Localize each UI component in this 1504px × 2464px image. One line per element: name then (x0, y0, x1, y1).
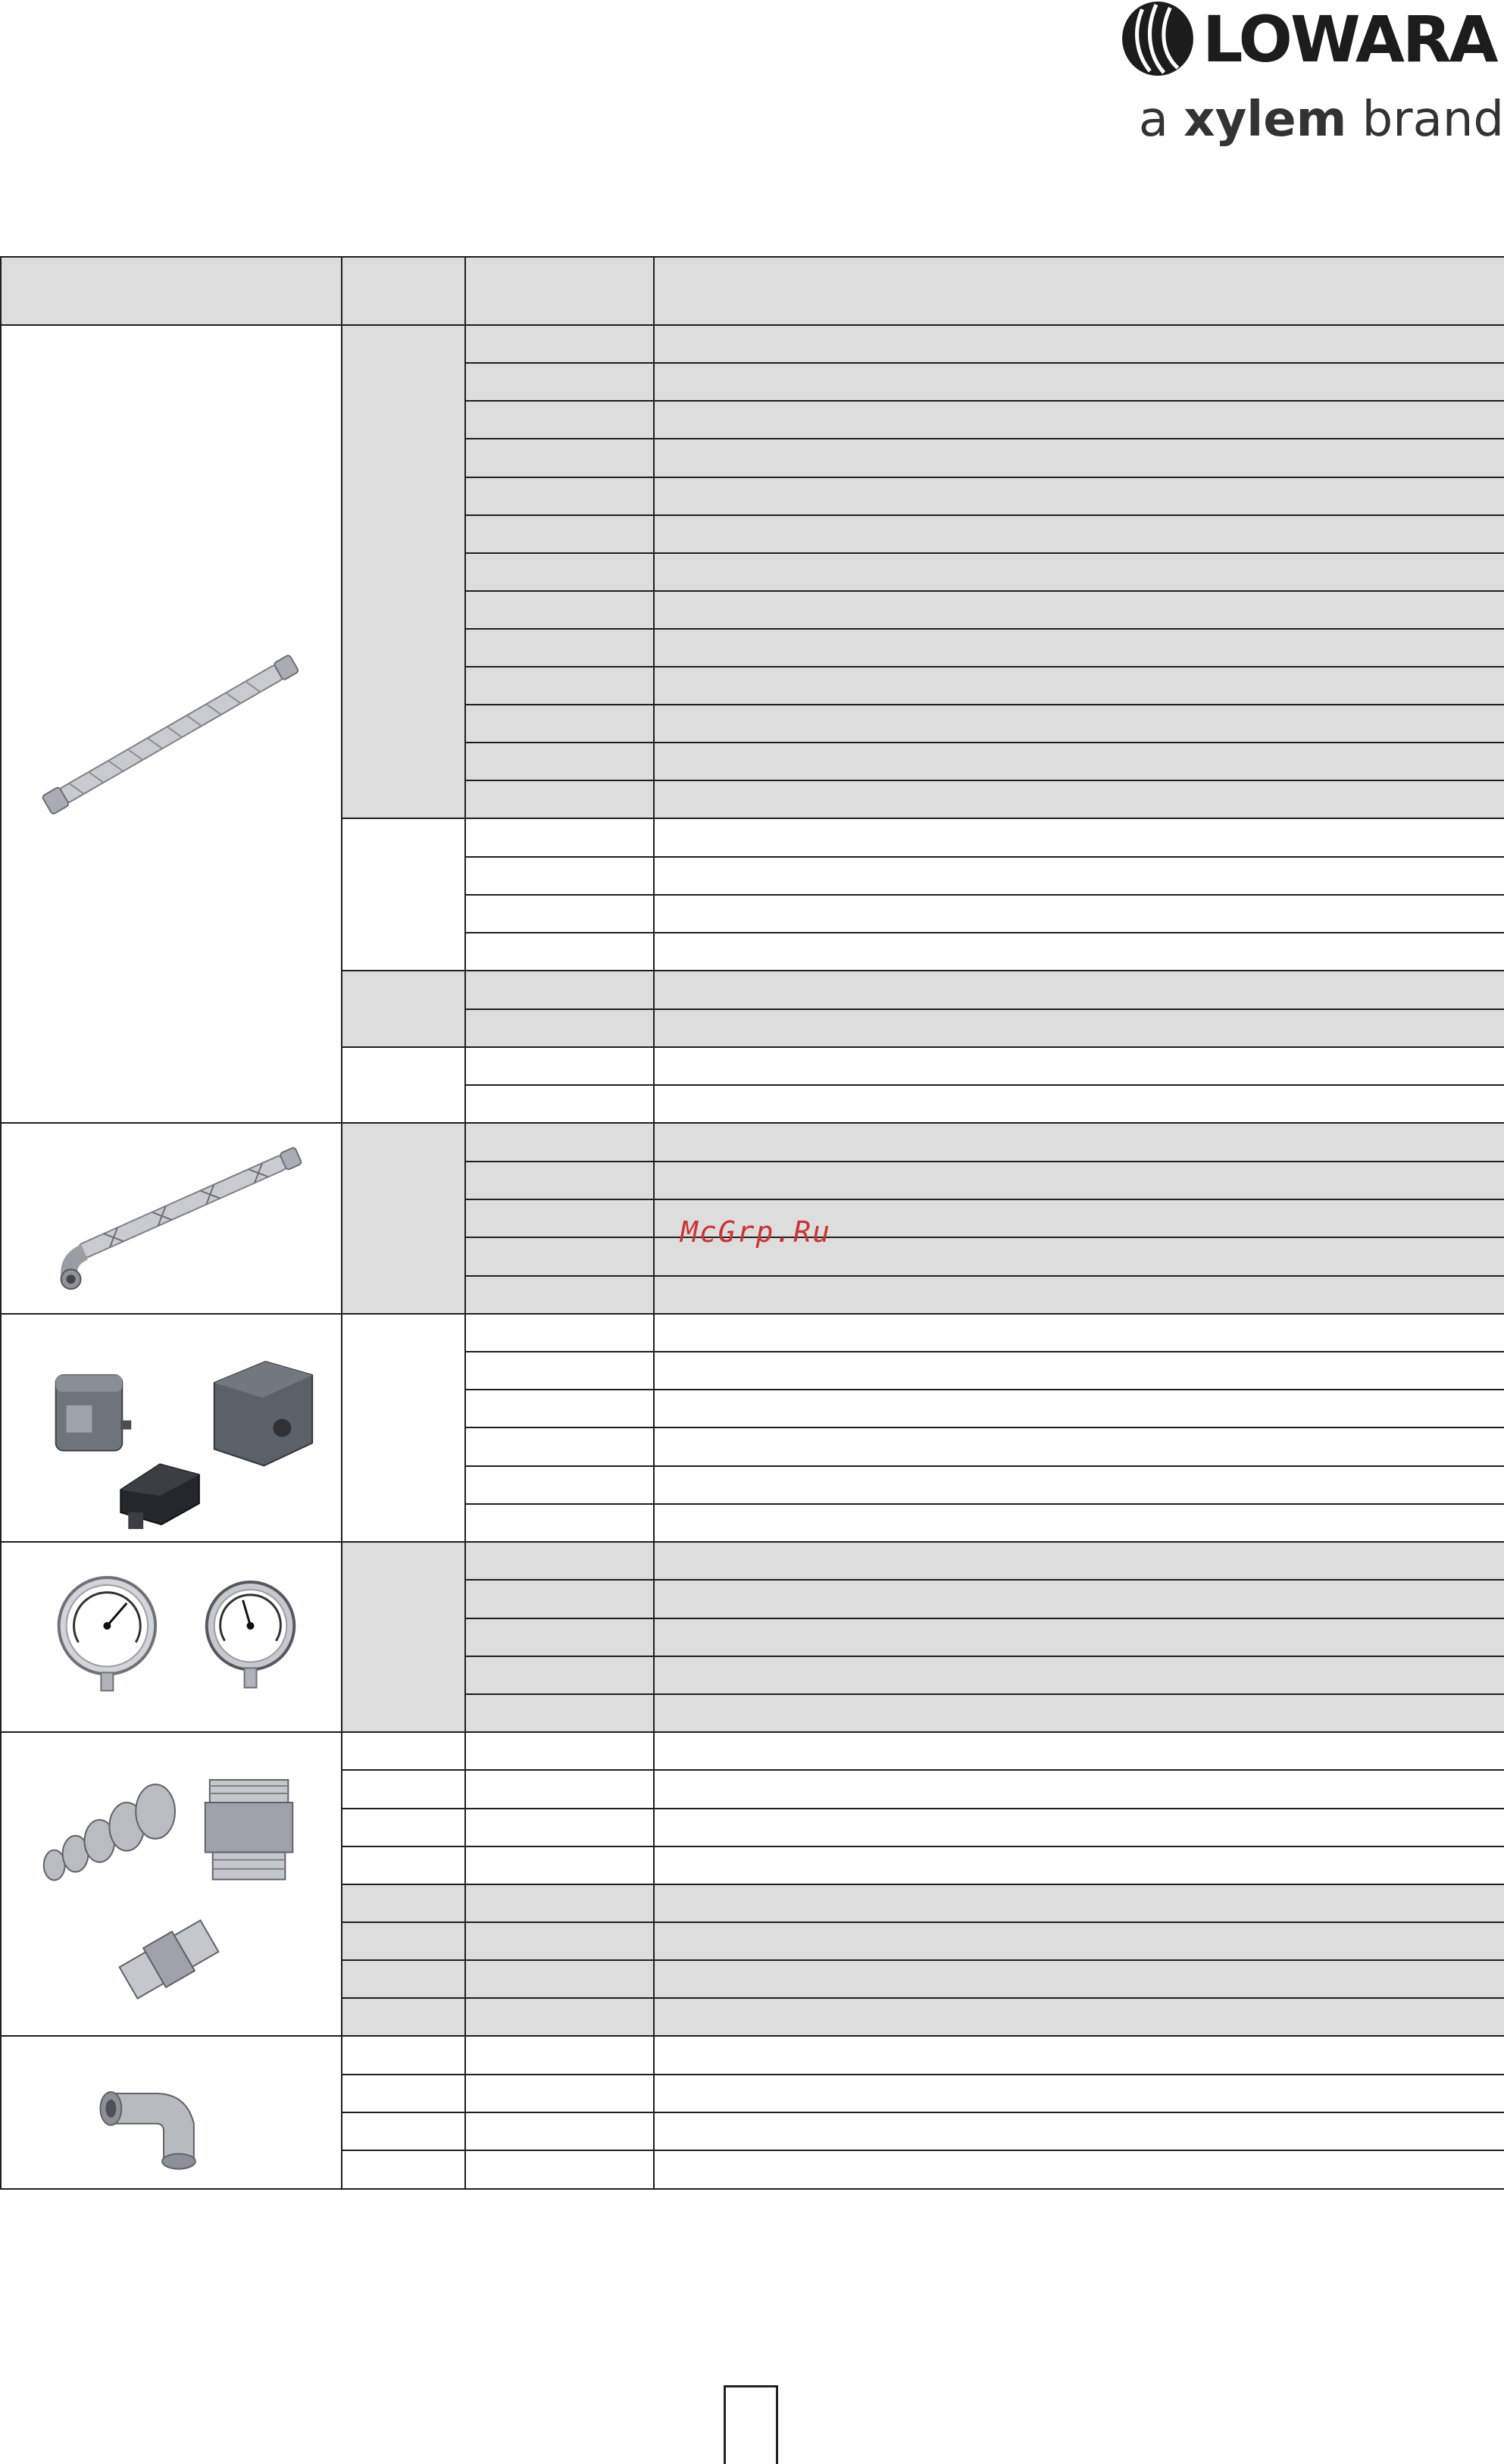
code-cell (465, 1809, 654, 1846)
size-cell (342, 1960, 465, 1998)
code-cell (465, 1427, 654, 1465)
code-cell (465, 1390, 654, 1427)
size-cell (342, 1884, 465, 1922)
size-cell (342, 1809, 465, 1846)
code-cell (465, 2112, 654, 2150)
description-cell (654, 629, 1504, 667)
description-cell (654, 553, 1504, 591)
page-number-box (724, 2385, 778, 2464)
table-row (1, 1542, 1504, 1580)
watermark: McGrp.Ru (680, 1215, 832, 1249)
table-row (1, 325, 1504, 363)
code-cell (465, 1732, 654, 1770)
description-cell (654, 325, 1504, 363)
code-cell (465, 1846, 654, 1884)
code-cell (465, 1085, 654, 1123)
description-cell (654, 1770, 1504, 1808)
code-cell (465, 401, 654, 439)
code-cell (465, 895, 654, 933)
code-cell (465, 1276, 654, 1314)
code-cell (465, 1694, 654, 1732)
description-cell (654, 1960, 1504, 1998)
code-cell (465, 780, 654, 818)
description-cell (654, 1276, 1504, 1314)
code-cell (465, 515, 654, 553)
nipple-fitting-picture (2, 1733, 341, 2035)
size-cell (342, 1770, 465, 1808)
description-cell (654, 1314, 1504, 1352)
size-cell (342, 1846, 465, 1884)
description-cell (654, 439, 1504, 477)
code-cell (465, 667, 654, 705)
code-cell (465, 1047, 654, 1086)
description-cell (654, 2150, 1504, 2189)
table-row (1, 1123, 1504, 1161)
description-cell (654, 1504, 1504, 1542)
description-cell (654, 401, 1504, 439)
description-cell (654, 1694, 1504, 1732)
code-cell (465, 1580, 654, 1618)
pressure-switch-icon (1, 1314, 342, 1542)
code-cell (465, 477, 654, 515)
pressure-gauge-icon (1, 1542, 342, 1732)
code-cell (465, 1352, 654, 1390)
description-cell (654, 1580, 1504, 1618)
header-cell-size (342, 257, 465, 325)
size-group-cell (342, 971, 465, 1047)
code-cell (465, 553, 654, 591)
code-cell (465, 2150, 654, 2189)
size-group-cell (342, 1123, 465, 1313)
description-cell (654, 895, 1504, 933)
brand-logo (1110, 0, 1504, 159)
code-cell (465, 1998, 654, 2036)
code-cell (465, 325, 654, 363)
code-cell (465, 1884, 654, 1922)
description-cell (654, 1922, 1504, 1960)
description-cell (654, 1466, 1504, 1504)
code-cell (465, 2036, 654, 2074)
code-cell (465, 1162, 654, 1199)
code-cell (465, 1314, 654, 1352)
elbow-fitting-icon (1, 2036, 342, 2189)
code-cell (465, 1922, 654, 1960)
pressure-gauge-picture (2, 1543, 341, 1731)
nipple-fitting-icon (1, 1732, 342, 2036)
code-cell (465, 1009, 654, 1047)
description-cell (654, 515, 1504, 553)
size-cell (342, 1998, 465, 2036)
code-cell (465, 1504, 654, 1542)
description-cell (654, 2036, 1504, 2074)
code-cell (465, 1237, 654, 1275)
description-cell (654, 667, 1504, 705)
brand-tagline (1139, 89, 1504, 150)
table-header-row (1, 257, 1504, 325)
tagline-suffix: brand (1362, 92, 1504, 148)
description-cell (654, 363, 1504, 401)
size-cell (342, 2036, 465, 2074)
description-cell (654, 2112, 1504, 2150)
elbow-fitting-picture (2, 2037, 341, 2188)
code-cell (465, 857, 654, 895)
size-cell (342, 2150, 465, 2189)
size-cell (342, 1732, 465, 1770)
flexible-hose-elbow-picture (2, 1124, 341, 1312)
code-cell (465, 591, 654, 629)
code-cell (465, 1960, 654, 1998)
header-cell-image (1, 257, 342, 325)
description-cell (654, 1998, 1504, 2036)
description-cell (654, 971, 1504, 1009)
description-cell (654, 1618, 1504, 1656)
code-cell (465, 1618, 654, 1656)
size-group-cell (342, 1047, 465, 1124)
description-cell (654, 857, 1504, 895)
description-cell (654, 1162, 1504, 1199)
code-cell (465, 1656, 654, 1694)
code-cell (465, 363, 654, 401)
description-cell (654, 2075, 1504, 2112)
code-cell (465, 1542, 654, 1580)
size-cell (342, 1922, 465, 1960)
size-cell (342, 2075, 465, 2112)
tagline-prefix: a (1138, 92, 1168, 148)
tagline-brand: xylem (1184, 92, 1347, 148)
table-row (1, 1314, 1504, 1352)
code-cell (465, 1466, 654, 1504)
code-cell (465, 1123, 654, 1161)
description-cell (654, 743, 1504, 780)
code-cell (465, 818, 654, 857)
lowara-drop-icon (1119, 0, 1196, 77)
description-cell (654, 818, 1504, 857)
size-cell (342, 2112, 465, 2150)
flexible-hose-elbow-icon (1, 1123, 342, 1313)
flexible-hose-icon (1, 325, 342, 1123)
description-cell (654, 477, 1504, 515)
code-cell (465, 743, 654, 780)
description-cell (654, 1542, 1504, 1580)
size-group-cell (342, 818, 465, 971)
code-cell (465, 439, 654, 477)
size-group-cell (342, 1314, 465, 1542)
pressure-switch-picture (2, 1315, 341, 1541)
description-cell (654, 1656, 1504, 1694)
description-cell (654, 1047, 1504, 1086)
description-cell (654, 1390, 1504, 1427)
code-cell (465, 705, 654, 743)
header-cell-code (465, 257, 654, 325)
size-group-cell (342, 325, 465, 818)
description-cell (654, 933, 1504, 971)
code-cell (465, 1770, 654, 1808)
description-cell (654, 1884, 1504, 1922)
description-cell (654, 1085, 1504, 1123)
table-row (1, 1732, 1504, 1770)
description-cell (654, 1809, 1504, 1846)
description-cell (654, 1427, 1504, 1465)
description-cell (654, 1009, 1504, 1047)
description-cell (654, 780, 1504, 818)
table-row (1, 2036, 1504, 2074)
description-cell (654, 591, 1504, 629)
code-cell (465, 2075, 654, 2112)
description-cell (654, 1352, 1504, 1390)
code-cell (465, 971, 654, 1009)
size-group-cell (342, 1542, 465, 1732)
description-cell (654, 1732, 1504, 1770)
code-cell (465, 1199, 654, 1237)
description-cell (654, 1846, 1504, 1884)
code-cell (465, 933, 654, 971)
flexible-hose-picture (2, 326, 341, 1122)
description-cell (654, 1123, 1504, 1161)
code-cell (465, 629, 654, 667)
header-cell-description (654, 257, 1504, 325)
brand-name: LOWARA (1202, 2, 1496, 77)
description-cell (654, 705, 1504, 743)
